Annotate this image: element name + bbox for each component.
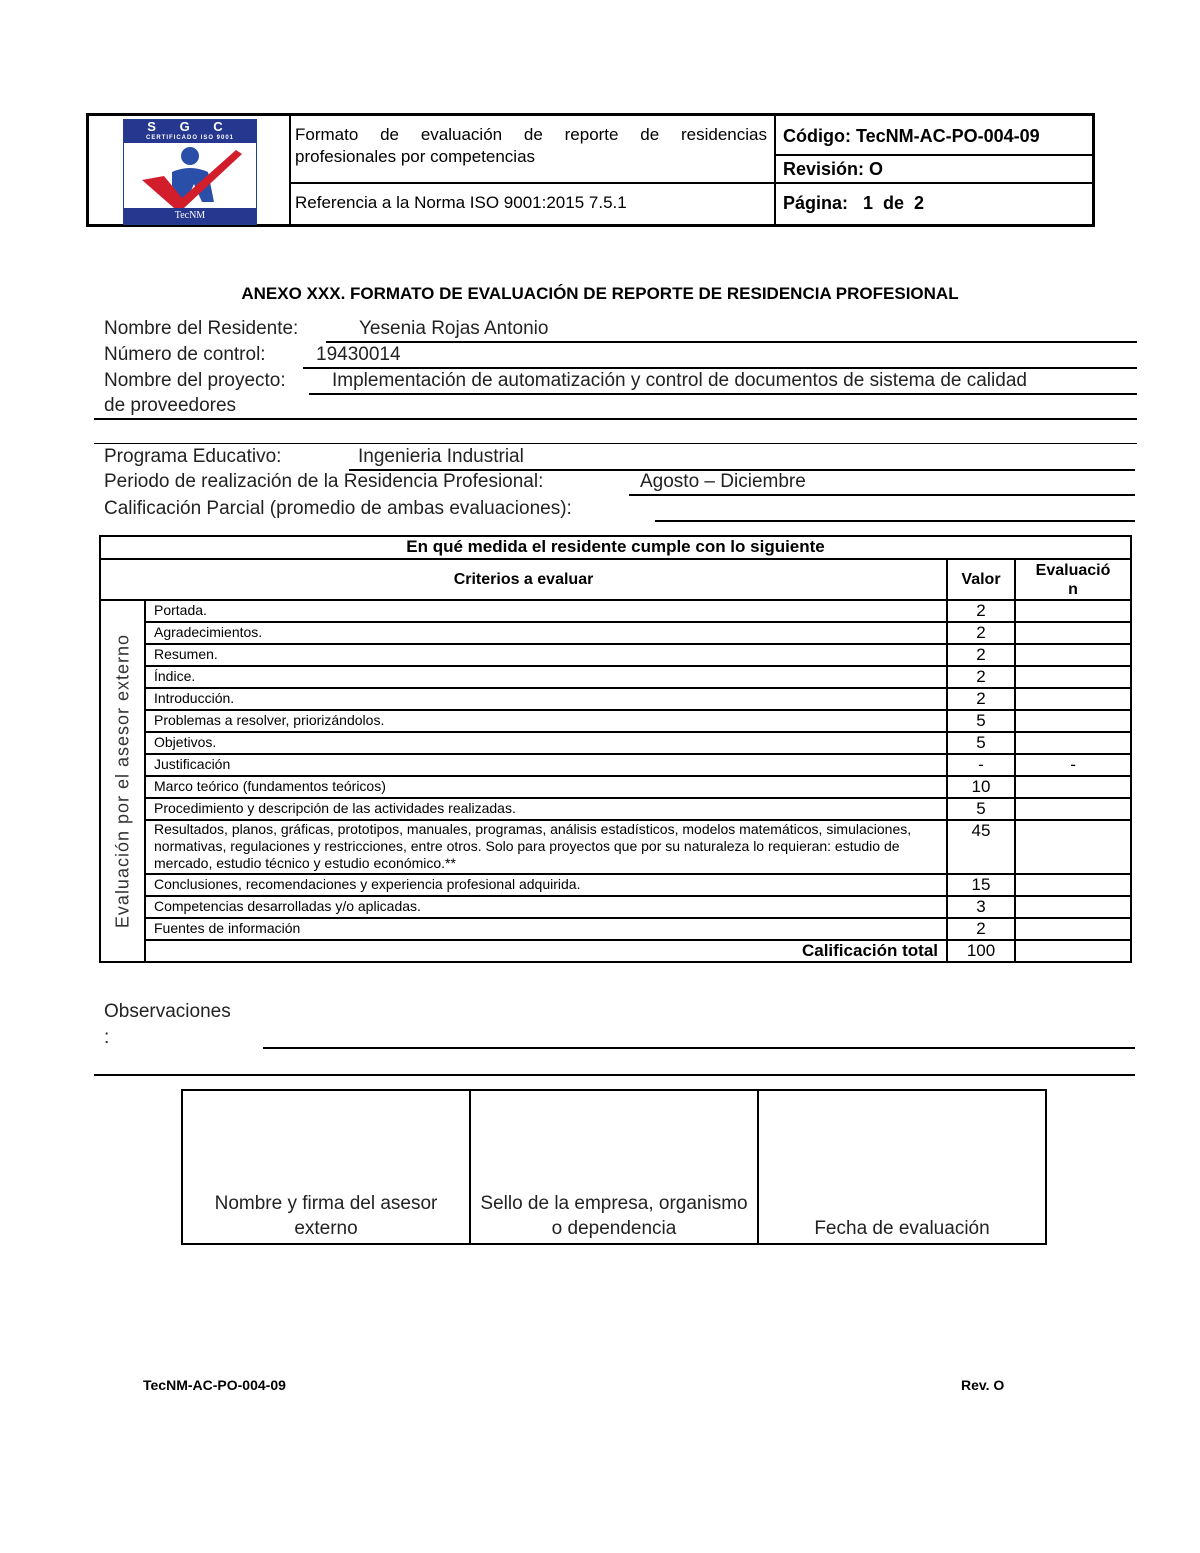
document-code: Código: TecNM-AC-PO-004-09: [783, 126, 1040, 146]
evaluation-cell[interactable]: [1015, 666, 1131, 688]
value-cell: 5: [947, 710, 1015, 732]
criterion-cell: Competencias desarrolladas y/o aplicadas.: [145, 896, 947, 918]
value-cell: -: [947, 754, 1015, 776]
format-title: Formato de evaluación de reporte de residencias profesionales por competencias: [295, 125, 767, 166]
evaluation-table: [99, 535, 1132, 963]
total-value: 100: [947, 940, 1015, 962]
value-cell: 45: [947, 820, 1015, 874]
norm-reference: Referencia a la Norma ISO 9001:2015 7.5.1: [295, 193, 627, 212]
revision-cell: [776, 156, 1092, 184]
value-cell: 2: [947, 918, 1015, 940]
period-underline: [629, 494, 1135, 496]
value-cell: 5: [947, 798, 1015, 820]
total-label: Calificación total: [145, 940, 947, 962]
criterion-cell: Resumen.: [145, 644, 947, 666]
criteria-row: [100, 688, 1131, 710]
criterion-cell: Resultados, planos, gráficas, prototipos, manuales, programas, análisis estadísticos, modelos matemáticos, simulaciones, normativas, regulaciones y restricciones, entre otros. Solo para proyectos que por su naturaleza lo requieran: estudio de mercado, estudio técnico y estudio económico.**: [145, 820, 947, 874]
criterion-cell: Fuentes de información: [145, 918, 947, 940]
control-label: Número de control:: [104, 344, 266, 365]
criterion-cell: Portada.: [145, 600, 947, 622]
control-value: 19430014: [316, 344, 401, 365]
criterion-cell: Agradecimientos.: [145, 622, 947, 644]
sgc-logo: [123, 119, 257, 225]
checkmark-person-icon: [124, 142, 256, 210]
value-cell: 15: [947, 874, 1015, 896]
logo-footer: TecNM: [124, 208, 256, 224]
evaluation-cell[interactable]: [1015, 896, 1131, 918]
evaluation-header: [1015, 559, 1131, 600]
grade-label: Calificación Parcial (promedio de ambas evaluaciones):: [104, 498, 572, 519]
table-heading: En qué medida el residente cumple con lo siguiente: [100, 536, 1131, 559]
grade-underline: [655, 520, 1135, 522]
project-underline-2: [94, 418, 1137, 420]
criteria-row: [100, 798, 1131, 820]
project-value: Implementación de automatización y control de documentos de sistema de calidad: [332, 370, 1027, 391]
page-cell: [776, 184, 1092, 224]
observations-label: Observaciones: [104, 1001, 231, 1022]
page-number: Página: 1 de 2: [783, 193, 925, 213]
program-label: Programa Educativo:: [104, 446, 282, 467]
evaluation-cell[interactable]: [1015, 820, 1131, 874]
criteria-header: Criterios a evaluar: [100, 559, 947, 600]
criterion-cell: Introducción.: [145, 688, 947, 710]
criterion-cell: Marco teórico (fundamentos teóricos): [145, 776, 947, 798]
criterion-cell: Procedimiento y descripción de las actividades realizadas.: [145, 798, 947, 820]
project-underline: [309, 393, 1137, 395]
signature-table: [181, 1089, 1047, 1245]
company-seal-box[interactable]: Sello de la empresa, organismo o dependencia: [470, 1090, 758, 1244]
page-title: ANEXO XXX. FORMATO DE EVALUACIÓN DE REPORTE DE RESIDENCIA PROFESIONAL: [241, 284, 959, 303]
table-heading-row: [100, 536, 1131, 559]
code-cell: [776, 116, 1092, 156]
criterion-cell: Justificación: [145, 754, 947, 776]
criteria-row: [100, 710, 1131, 732]
criterion-cell: Problemas a resolver, priorizándolos.: [145, 710, 947, 732]
separator-line: [94, 443, 1137, 444]
resident-underline: [326, 341, 1137, 343]
criteria-row: [100, 754, 1131, 776]
criteria-row: [100, 600, 1131, 622]
evaluation-cell[interactable]: [1015, 732, 1131, 754]
logo-cell: [89, 116, 291, 224]
control-underline: [303, 367, 1137, 369]
value-cell: 2: [947, 688, 1015, 710]
evaluation-header-line2: n: [1068, 580, 1078, 598]
program-value: Ingenieria Industrial: [358, 446, 524, 467]
evaluation-date-box[interactable]: Fecha de evaluación: [758, 1090, 1046, 1244]
criterion-cell: Conclusiones, recomendaciones y experiencia profesional adquirida.: [145, 874, 947, 896]
value-header: Valor: [947, 559, 1015, 600]
evaluation-cell[interactable]: [1015, 918, 1131, 940]
document-header: [86, 113, 1095, 227]
criteria-row: [100, 918, 1131, 940]
revision: Revisión: O: [783, 159, 884, 179]
evaluation-cell[interactable]: [1015, 874, 1131, 896]
observations-line-1[interactable]: [263, 1047, 1135, 1049]
evaluation-cell[interactable]: [1015, 776, 1131, 798]
criteria-row: [100, 874, 1131, 896]
criterion-cell: Índice.: [145, 666, 947, 688]
project-value-continued: de proveedores: [104, 395, 237, 416]
value-cell: 5: [947, 732, 1015, 754]
footer-code: TecNM-AC-PO-004-09: [143, 1377, 286, 1393]
period-value: Agosto – Diciembre: [640, 471, 806, 492]
value-cell: 2: [947, 622, 1015, 644]
criteria-row: [100, 776, 1131, 798]
criteria-row: [100, 622, 1131, 644]
value-cell: 2: [947, 600, 1015, 622]
evaluation-cell[interactable]: -: [1015, 754, 1131, 776]
criteria-row: [100, 666, 1131, 688]
logo-subtitle: CERTIFICADO ISO 9001: [124, 134, 256, 143]
total-evaluation-cell[interactable]: [1015, 940, 1131, 962]
period-label: Periodo de realización de la Residencia Profesional:: [104, 471, 544, 492]
side-label: Evaluación por el asesor externo: [112, 633, 132, 929]
total-row: [100, 940, 1131, 962]
criterion-cell: Objetivos.: [145, 732, 947, 754]
evaluation-cell[interactable]: [1015, 710, 1131, 732]
criteria-row: [100, 820, 1131, 874]
criteria-row: [100, 732, 1131, 754]
value-cell: 2: [947, 644, 1015, 666]
advisor-signature-box[interactable]: Nombre y firma del asesor externo: [182, 1090, 470, 1244]
observations-line-2[interactable]: [94, 1074, 1135, 1076]
side-label-cell: [100, 600, 145, 962]
observations-colon: :: [104, 1027, 110, 1048]
evaluation-cell[interactable]: [1015, 688, 1131, 710]
footer-revision: Rev. O: [961, 1377, 1005, 1393]
project-label: Nombre del proyecto:: [104, 370, 286, 391]
logo-title: S G C: [124, 120, 256, 142]
evaluation-cell[interactable]: [1015, 600, 1131, 622]
resident-label: Nombre del Residente:: [104, 318, 299, 339]
value-cell: 10: [947, 776, 1015, 798]
criteria-row: [100, 644, 1131, 666]
evaluation-cell[interactable]: [1015, 798, 1131, 820]
evaluation-cell[interactable]: [1015, 644, 1131, 666]
resident-value: Yesenia Rojas Antonio: [359, 318, 549, 339]
value-cell: 2: [947, 666, 1015, 688]
format-title-cell: [289, 116, 776, 184]
evaluation-cell[interactable]: [1015, 622, 1131, 644]
evaluation-header-line1: Evaluació: [1035, 561, 1111, 579]
value-cell: 3: [947, 896, 1015, 918]
column-header-row: [100, 559, 1131, 600]
reference-cell: [289, 184, 776, 224]
criteria-row: [100, 896, 1131, 918]
